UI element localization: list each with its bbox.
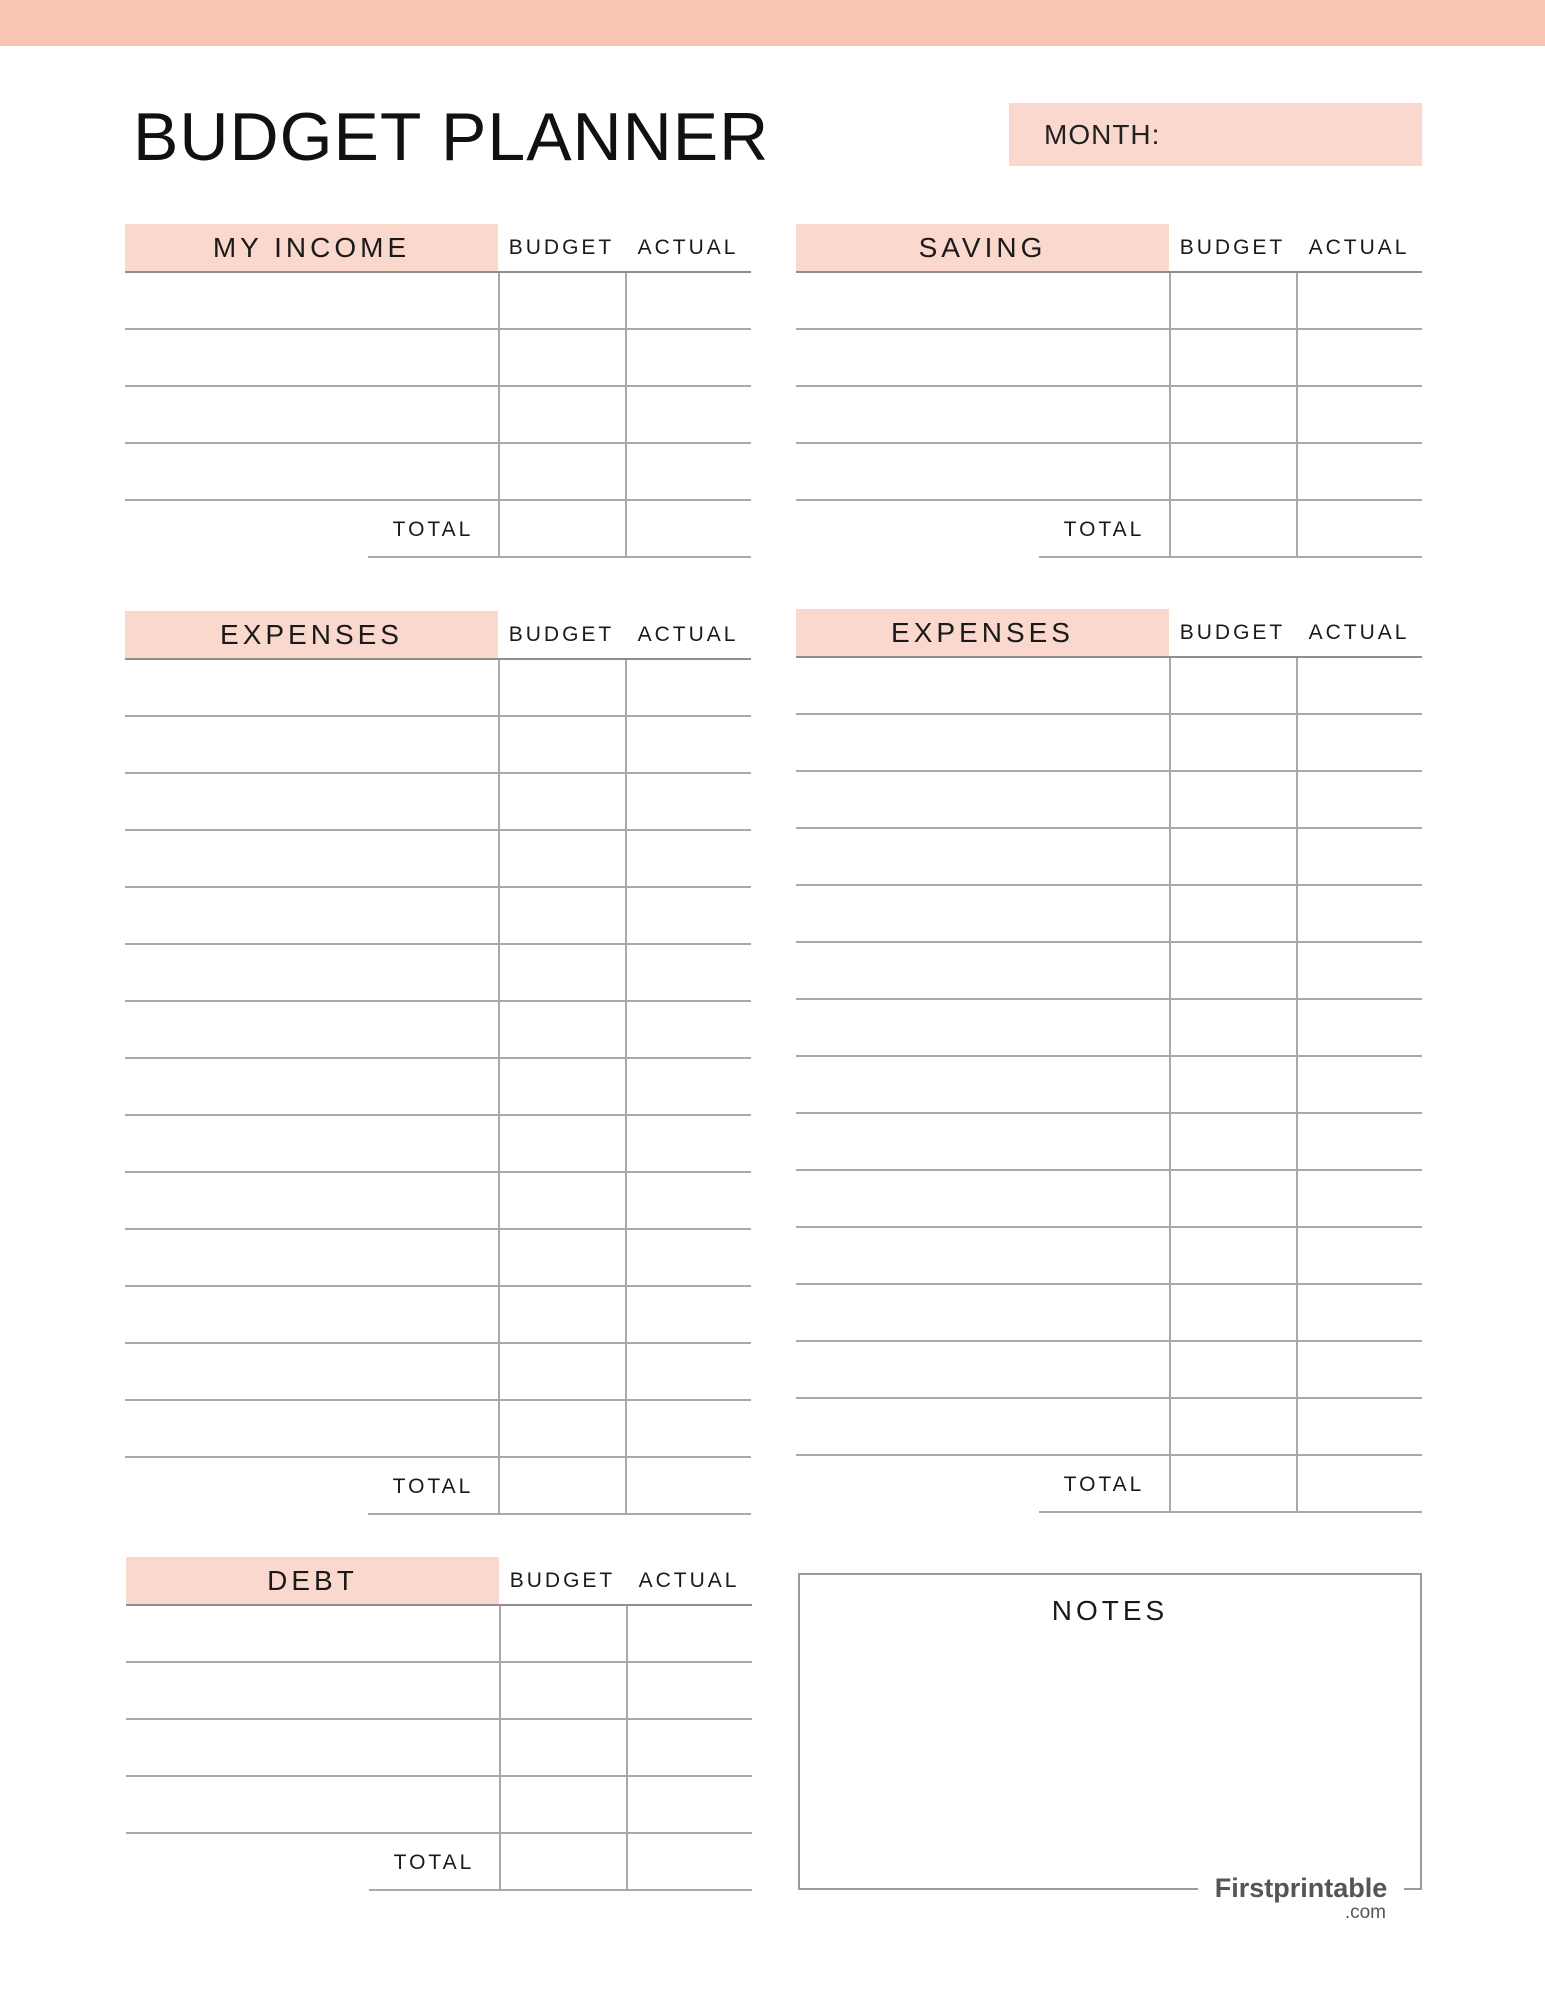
debt-budget-cell[interactable] xyxy=(499,1663,626,1718)
expenses-left-actual-cell[interactable] xyxy=(625,831,751,886)
expenses-right-actual-cell[interactable] xyxy=(1296,1399,1422,1454)
expenses-left-actual-cell[interactable] xyxy=(625,1287,751,1342)
saving-entry-row xyxy=(796,330,1422,387)
expenses-left-actual-cell[interactable] xyxy=(625,888,751,943)
expenses-left-actual-cell[interactable] xyxy=(625,945,751,1000)
saving-actual-cell[interactable] xyxy=(1296,444,1422,499)
income-budget-cell[interactable] xyxy=(498,273,625,328)
expenses-right-entry-row xyxy=(796,1114,1422,1171)
expenses-left-total-budget-cell[interactable] xyxy=(498,1458,625,1515)
income-budget-header: BUDGET xyxy=(508,235,615,259)
debt-rows xyxy=(126,1606,752,1834)
expenses-right-item-cell[interactable] xyxy=(796,1228,1169,1283)
income-entry-row xyxy=(125,387,751,444)
expenses-right-entry-row xyxy=(796,1399,1422,1456)
expenses-right-entry-row xyxy=(796,943,1422,1000)
expenses-right-entry-row xyxy=(796,715,1422,772)
income-entry-row xyxy=(125,444,751,501)
saving-budget-cell[interactable] xyxy=(1169,273,1296,328)
income-item-cell[interactable] xyxy=(125,273,498,328)
expenses-right-title: EXPENSES xyxy=(796,609,1169,656)
expenses-left-budget-cell[interactable] xyxy=(498,831,625,886)
expenses-left-entry-row xyxy=(125,1002,751,1059)
brand-name: Firstprintable xyxy=(1214,1873,1388,1903)
debt-budget-header: BUDGET xyxy=(509,1568,616,1592)
debt-actual-cell[interactable] xyxy=(626,1606,752,1661)
expenses-left-actual-cell[interactable] xyxy=(625,1059,751,1114)
debt-entry-row xyxy=(126,1663,752,1720)
expenses-left-budget-cell[interactable] xyxy=(498,1059,625,1114)
expenses-left-entry-row xyxy=(125,831,751,888)
expenses-right-entry-row xyxy=(796,1000,1422,1057)
income-actual-cell[interactable] xyxy=(625,273,751,328)
debt-total-actual-cell[interactable] xyxy=(626,1834,752,1891)
income-total-budget-cell[interactable] xyxy=(498,501,625,558)
expenses-left-budget-cell[interactable] xyxy=(498,1002,625,1057)
expenses-left-entry-row xyxy=(125,888,751,945)
expenses-left-actual-cell[interactable] xyxy=(625,1401,751,1456)
expenses-left-entry-row xyxy=(125,774,751,831)
debt-entry-row xyxy=(126,1606,752,1663)
expenses-right-item-cell[interactable] xyxy=(796,772,1169,827)
expenses-right-budget-header: BUDGET xyxy=(1179,620,1286,644)
expenses-right-item-cell[interactable] xyxy=(796,1057,1169,1112)
expenses-right-total-budget-cell[interactable] xyxy=(1169,1456,1296,1513)
saving-actual-cell[interactable] xyxy=(1296,387,1422,442)
debt-total-label: TOTAL xyxy=(393,1850,475,1874)
expenses-right-entry-row xyxy=(796,886,1422,943)
month-label: MONTH: xyxy=(1044,118,1161,150)
expenses-right-budget-cell[interactable] xyxy=(1169,1171,1296,1226)
income-actual-header: ACTUAL xyxy=(637,235,739,259)
expenses-right-item-cell[interactable] xyxy=(796,1285,1169,1340)
saving-total-budget-cell[interactable] xyxy=(1169,501,1296,558)
expenses-left-entry-row xyxy=(125,1059,751,1116)
expenses-left-budget-cell[interactable] xyxy=(498,1173,625,1228)
saving-item-cell[interactable] xyxy=(796,273,1169,328)
expenses-left-budget-cell[interactable] xyxy=(498,774,625,829)
expenses-left-section xyxy=(125,611,751,1515)
expenses-right-budget-cell[interactable] xyxy=(1169,943,1296,998)
page-title: BUDGET PLANNER xyxy=(133,99,770,175)
expenses-left-item-cell[interactable] xyxy=(125,774,498,829)
expenses-right-budget-cell[interactable] xyxy=(1169,829,1296,884)
debt-header xyxy=(126,1557,752,1606)
saving-item-cell[interactable] xyxy=(796,387,1169,442)
income-item-cell[interactable] xyxy=(125,444,498,499)
expenses-left-total-label: TOTAL xyxy=(392,1474,474,1498)
saving-entry-row xyxy=(796,387,1422,444)
saving-budget-cell[interactable] xyxy=(1169,444,1296,499)
expenses-right-item-cell[interactable] xyxy=(796,829,1169,884)
expenses-left-entry-row xyxy=(125,945,751,1002)
expenses-left-entry-row xyxy=(125,660,751,717)
expenses-left-rows xyxy=(125,660,751,1458)
saving-entry-row xyxy=(796,273,1422,330)
expenses-left-entry-row xyxy=(125,717,751,774)
income-item-cell[interactable] xyxy=(125,330,498,385)
expenses-left-item-cell[interactable] xyxy=(125,660,498,715)
expenses-left-budget-header: BUDGET xyxy=(508,622,615,646)
expenses-right-entry-row xyxy=(796,1171,1422,1228)
expenses-left-budget-cell[interactable] xyxy=(498,1401,625,1456)
expenses-right-budget-cell[interactable] xyxy=(1169,772,1296,827)
expenses-left-title: EXPENSES xyxy=(125,611,498,658)
expenses-right-budget-cell[interactable] xyxy=(1169,886,1296,941)
expenses-right-item-cell[interactable] xyxy=(796,658,1169,713)
expenses-right-actual-cell[interactable] xyxy=(1296,658,1422,713)
saving-item-cell[interactable] xyxy=(796,444,1169,499)
debt-entry-row xyxy=(126,1777,752,1834)
expenses-right-section xyxy=(796,609,1422,1513)
expenses-left-entry-row xyxy=(125,1401,751,1458)
notes-title: NOTES xyxy=(1051,1595,1169,1626)
expenses-left-budget-cell[interactable] xyxy=(498,1344,625,1399)
debt-budget-cell[interactable] xyxy=(499,1777,626,1832)
brand-logo xyxy=(1198,1873,1404,1925)
expenses-left-entry-row xyxy=(125,1287,751,1344)
debt-section xyxy=(126,1557,752,1891)
expenses-left-header xyxy=(125,611,751,660)
expenses-right-item-cell[interactable] xyxy=(796,715,1169,770)
expenses-left-budget-cell[interactable] xyxy=(498,1230,625,1285)
expenses-right-budget-cell[interactable] xyxy=(1169,1228,1296,1283)
expenses-left-actual-cell[interactable] xyxy=(625,1173,751,1228)
expenses-left-item-cell[interactable] xyxy=(125,1173,498,1228)
debt-entry-row xyxy=(126,1720,752,1777)
expenses-right-item-cell[interactable] xyxy=(796,943,1169,998)
income-rows xyxy=(125,273,751,501)
expenses-right-actual-cell[interactable] xyxy=(1296,1000,1422,1055)
expenses-left-item-cell[interactable] xyxy=(125,717,498,772)
expenses-right-total-row xyxy=(796,1456,1422,1513)
expenses-right-actual-cell[interactable] xyxy=(1296,829,1422,884)
expenses-right-item-cell[interactable] xyxy=(796,1399,1169,1454)
expenses-right-item-cell[interactable] xyxy=(796,1000,1169,1055)
expenses-left-item-cell[interactable] xyxy=(125,1344,498,1399)
expenses-left-budget-cell[interactable] xyxy=(498,888,625,943)
expenses-right-entry-row xyxy=(796,829,1422,886)
saving-total-actual-cell[interactable] xyxy=(1296,501,1422,558)
expenses-left-entry-row xyxy=(125,1344,751,1401)
expenses-right-budget-cell[interactable] xyxy=(1169,1114,1296,1169)
expenses-right-budget-cell[interactable] xyxy=(1169,1000,1296,1055)
expenses-left-entry-row xyxy=(125,1230,751,1287)
expenses-right-header xyxy=(796,609,1422,658)
expenses-right-budget-cell[interactable] xyxy=(1169,1399,1296,1454)
notes-box[interactable] xyxy=(798,1573,1422,1890)
expenses-right-total-label: TOTAL xyxy=(1063,1472,1145,1496)
expenses-left-item-cell[interactable] xyxy=(125,1230,498,1285)
expenses-left-item-cell[interactable] xyxy=(125,831,498,886)
saving-actual-cell[interactable] xyxy=(1296,330,1422,385)
expenses-left-total-actual-cell[interactable] xyxy=(625,1458,751,1515)
debt-actual-cell[interactable] xyxy=(626,1720,752,1775)
saving-budget-cell[interactable] xyxy=(1169,387,1296,442)
saving-total-label: TOTAL xyxy=(1063,517,1145,541)
income-actual-cell[interactable] xyxy=(625,387,751,442)
expenses-right-item-cell[interactable] xyxy=(796,886,1169,941)
expenses-right-total-actual-cell[interactable] xyxy=(1296,1456,1422,1513)
brand-tld: .com xyxy=(1344,1902,1386,1923)
expenses-right-actual-cell[interactable] xyxy=(1296,1285,1422,1340)
expenses-left-item-cell[interactable] xyxy=(125,1287,498,1342)
expenses-right-item-cell[interactable] xyxy=(796,1342,1169,1397)
income-entry-row xyxy=(125,273,751,330)
income-entry-row xyxy=(125,330,751,387)
expenses-left-actual-cell[interactable] xyxy=(625,1230,751,1285)
expenses-right-actual-header: ACTUAL xyxy=(1308,620,1410,644)
expenses-right-actual-cell[interactable] xyxy=(1296,715,1422,770)
expenses-right-actual-cell[interactable] xyxy=(1296,886,1422,941)
expenses-left-budget-cell[interactable] xyxy=(498,660,625,715)
income-total-label: TOTAL xyxy=(392,517,474,541)
expenses-right-entry-row xyxy=(796,1342,1422,1399)
expenses-left-entry-row xyxy=(125,1173,751,1230)
debt-item-cell[interactable] xyxy=(126,1777,499,1832)
expenses-left-item-cell[interactable] xyxy=(125,1116,498,1171)
debt-budget-cell[interactable] xyxy=(499,1606,626,1661)
expenses-right-item-cell[interactable] xyxy=(796,1171,1169,1226)
saving-entry-row xyxy=(796,444,1422,501)
debt-actual-cell[interactable] xyxy=(626,1777,752,1832)
expenses-right-actual-cell[interactable] xyxy=(1296,1171,1422,1226)
debt-total-row xyxy=(126,1834,752,1891)
expenses-left-budget-cell[interactable] xyxy=(498,1116,625,1171)
expenses-left-actual-cell[interactable] xyxy=(625,1344,751,1399)
saving-total-row xyxy=(796,501,1422,558)
expenses-right-actual-cell[interactable] xyxy=(1296,1057,1422,1112)
expenses-right-actual-cell[interactable] xyxy=(1296,772,1422,827)
debt-item-cell[interactable] xyxy=(126,1663,499,1718)
expenses-left-total-row xyxy=(125,1458,751,1515)
debt-actual-header: ACTUAL xyxy=(638,1568,740,1592)
income-actual-cell[interactable] xyxy=(625,330,751,385)
expenses-left-item-cell[interactable] xyxy=(125,1002,498,1057)
top-accent-band xyxy=(0,0,1545,46)
saving-actual-header: ACTUAL xyxy=(1308,235,1410,259)
expenses-right-budget-cell[interactable] xyxy=(1169,1342,1296,1397)
expenses-right-rows xyxy=(796,658,1422,1456)
income-total-row xyxy=(125,501,751,558)
debt-title: DEBT xyxy=(126,1557,499,1604)
expenses-left-item-cell[interactable] xyxy=(125,945,498,1000)
saving-section xyxy=(796,224,1422,558)
expenses-right-entry-row xyxy=(796,1285,1422,1342)
income-total-actual-cell[interactable] xyxy=(625,501,751,558)
saving-title: SAVING xyxy=(796,224,1169,271)
income-item-cell[interactable] xyxy=(125,387,498,442)
income-budget-cell[interactable] xyxy=(498,330,625,385)
income-title: MY INCOME xyxy=(125,224,498,271)
month-field[interactable] xyxy=(1009,103,1422,166)
income-actual-cell[interactable] xyxy=(625,444,751,499)
income-section xyxy=(125,224,751,558)
income-budget-cell[interactable] xyxy=(498,387,625,442)
expenses-right-budget-cell[interactable] xyxy=(1169,1285,1296,1340)
saving-header xyxy=(796,224,1422,273)
expenses-left-actual-cell[interactable] xyxy=(625,717,751,772)
expenses-right-budget-cell[interactable] xyxy=(1169,658,1296,713)
expenses-left-actual-cell[interactable] xyxy=(625,1116,751,1171)
expenses-left-actual-cell[interactable] xyxy=(625,774,751,829)
expenses-left-item-cell[interactable] xyxy=(125,1401,498,1456)
expenses-right-entry-row xyxy=(796,1057,1422,1114)
debt-actual-cell[interactable] xyxy=(626,1663,752,1718)
expenses-left-entry-row xyxy=(125,1116,751,1173)
expenses-left-budget-cell[interactable] xyxy=(498,945,625,1000)
saving-budget-header: BUDGET xyxy=(1179,235,1286,259)
expenses-right-entry-row xyxy=(796,658,1422,715)
expenses-left-item-cell[interactable] xyxy=(125,888,498,943)
expenses-left-budget-cell[interactable] xyxy=(498,717,625,772)
debt-item-cell[interactable] xyxy=(126,1606,499,1661)
expenses-right-item-cell[interactable] xyxy=(796,1114,1169,1169)
income-budget-cell[interactable] xyxy=(498,444,625,499)
expenses-right-actual-cell[interactable] xyxy=(1296,943,1422,998)
income-header xyxy=(125,224,751,273)
expenses-left-actual-cell[interactable] xyxy=(625,1002,751,1057)
debt-budget-cell[interactable] xyxy=(499,1720,626,1775)
expenses-right-budget-cell[interactable] xyxy=(1169,1057,1296,1112)
expenses-right-entry-row xyxy=(796,1228,1422,1285)
expenses-right-actual-cell[interactable] xyxy=(1296,1114,1422,1169)
expenses-right-entry-row xyxy=(796,772,1422,829)
saving-rows xyxy=(796,273,1422,501)
debt-total-budget-cell[interactable] xyxy=(499,1834,626,1891)
expenses-right-budget-cell[interactable] xyxy=(1169,715,1296,770)
expenses-left-budget-cell[interactable] xyxy=(498,1287,625,1342)
debt-item-cell[interactable] xyxy=(126,1720,499,1775)
expenses-left-actual-header: ACTUAL xyxy=(637,622,739,646)
expenses-right-actual-cell[interactable] xyxy=(1296,1342,1422,1397)
saving-actual-cell[interactable] xyxy=(1296,273,1422,328)
saving-item-cell[interactable] xyxy=(796,330,1169,385)
expenses-left-item-cell[interactable] xyxy=(125,1059,498,1114)
expenses-left-actual-cell[interactable] xyxy=(625,660,751,715)
saving-budget-cell[interactable] xyxy=(1169,330,1296,385)
expenses-right-actual-cell[interactable] xyxy=(1296,1228,1422,1283)
